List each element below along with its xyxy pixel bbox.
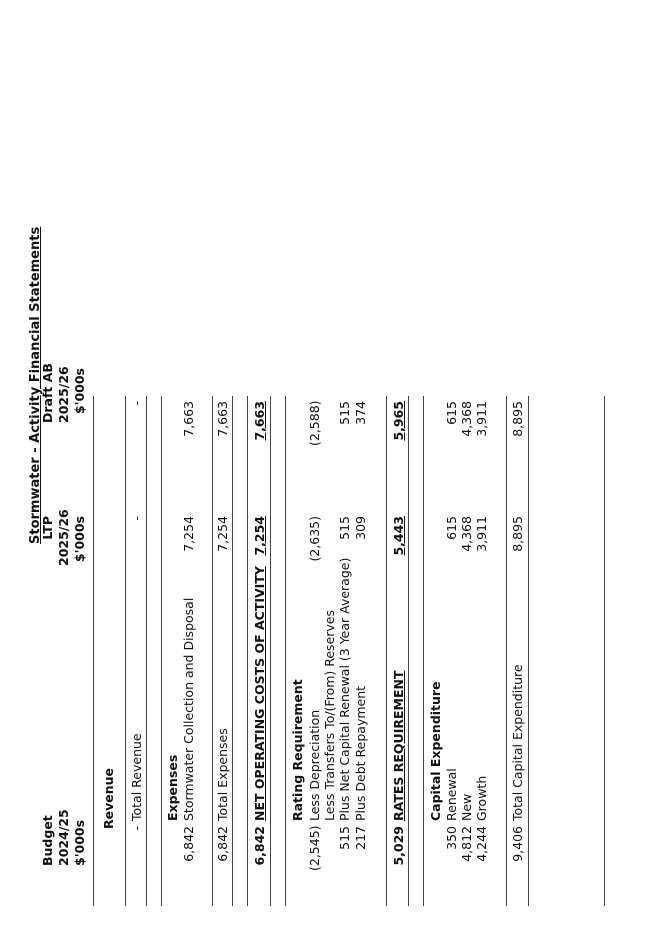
capital-renewal-draft: 515: [337, 401, 352, 425]
reserves-label: Less Transfers To/(From) Reserves: [322, 609, 337, 821]
rating-heading: Rating Requirement: [290, 679, 305, 821]
new-ltp: 4,368: [459, 516, 474, 552]
rates-requirement-draft: 5,965: [391, 401, 406, 441]
header-rule: [93, 396, 94, 906]
total-revenue-draft: -: [129, 401, 144, 406]
total-expenses-draft: 7,663: [215, 401, 230, 437]
capex-mid-rule: [506, 396, 507, 906]
total-revenue-ltp: -: [129, 516, 144, 521]
net-operating-ltp: 7,254: [252, 516, 267, 556]
net-operating-budget: 6,842: [252, 826, 267, 866]
ltp-header-line-1: LTP: [40, 516, 55, 540]
ltp-column-header: [40, 509, 88, 566]
new-draft: 4,368: [459, 401, 474, 437]
stormwater-label: Stormwater Collection and Disposal: [181, 597, 196, 821]
growth-budget: 4,244: [474, 826, 489, 862]
renewal-label: Renewal: [444, 768, 459, 821]
draft-header-line-3: $'000s: [72, 368, 87, 415]
total-expenses-budget: 6,842: [215, 826, 230, 862]
expenses-mid-rule: [212, 396, 213, 906]
rates-requirement-ltp: 5,443: [391, 516, 406, 556]
total-expenses-ltp: 7,254: [215, 516, 230, 552]
debt-repayment-budget: 217: [353, 826, 368, 850]
budget-header-line-3: $'000s: [72, 819, 87, 866]
expenses-bottom-rule: [232, 396, 233, 906]
debt-repayment-label: Plus Debt Repayment: [353, 685, 368, 821]
budget-header-line-1: Budget: [40, 815, 55, 866]
renewal-ltp: 615: [444, 516, 459, 540]
depreciation-budget: (2,545): [307, 825, 322, 871]
growth-ltp: 3,911: [474, 516, 489, 552]
depreciation-ltp: (2,635): [307, 516, 322, 562]
debt-repayment-draft: 374: [353, 401, 368, 425]
capex-top-rule: [423, 396, 424, 906]
total-capex-draft: 8,895: [510, 401, 525, 437]
capital-renewal-budget: 515: [337, 826, 352, 850]
capex-bottom-rule: [528, 396, 529, 906]
depreciation-label: Less Depreciation: [307, 709, 322, 821]
expenses-heading: Expenses: [165, 754, 180, 821]
capital-renewal-label: Plus Net Capital Renewal (3 Year Average): [337, 557, 352, 821]
total-revenue-label: Total Revenue: [129, 733, 144, 821]
net-operating-top-rule: [247, 396, 248, 906]
net-operating-draft: 7,663: [252, 401, 267, 441]
revenue-top-rule: [125, 396, 126, 906]
total-capex-budget: 9,406: [510, 826, 525, 862]
net-operating-label: NET OPERATING COSTS OF ACTIVITY: [252, 566, 267, 821]
budget-column-header: [40, 809, 88, 866]
capital-renewal-ltp: 515: [337, 516, 352, 540]
growth-draft: 3,911: [474, 401, 489, 437]
statement-title: Stormwater - Activity Financial Statements: [28, 226, 43, 544]
stormwater-draft: 7,663: [181, 401, 196, 437]
rates-top-rule: [386, 396, 387, 906]
stormwater-ltp: 7,254: [181, 516, 196, 552]
rates-requirement-budget: 5,029: [391, 826, 406, 866]
revenue-bottom-rule: [146, 396, 147, 906]
budget-header-line-2: 2024/25: [56, 809, 71, 866]
total-capex-label: Total Capital Expenditure: [510, 664, 525, 821]
capex-heading: Capital Expenditure: [428, 681, 443, 821]
growth-label: Growth: [474, 775, 489, 821]
total-expenses-label: Total Expenses: [215, 728, 230, 821]
draft-header-line-2: 2025/26: [56, 366, 71, 423]
stormwater-budget: 6,842: [181, 826, 196, 862]
new-label: New: [459, 793, 474, 821]
ltp-header-line-2: 2025/26: [56, 509, 71, 566]
total-capex-ltp: 8,895: [510, 516, 525, 552]
page-end-rule: [604, 396, 605, 906]
draft-column-header: [40, 363, 88, 423]
debt-repayment-ltp: 309: [353, 516, 368, 540]
revenue-heading: Revenue: [101, 767, 116, 829]
rating-top-rule: [285, 396, 286, 906]
rates-bottom-rule: [408, 396, 409, 906]
depreciation-draft: (2,588): [307, 400, 322, 446]
new-budget: 4,812: [459, 826, 474, 862]
ltp-header-line-3: $'000s: [72, 516, 87, 563]
renewal-budget: 350: [444, 826, 459, 850]
net-operating-bottom-rule: [270, 396, 271, 906]
renewal-draft: 615: [444, 401, 459, 425]
total-revenue-budget: -: [129, 826, 144, 831]
draft-header-line-1: Draft AB: [40, 363, 55, 423]
expenses-top-rule: [161, 396, 162, 906]
rates-requirement-label: RATES REQUIREMENT: [391, 670, 406, 821]
